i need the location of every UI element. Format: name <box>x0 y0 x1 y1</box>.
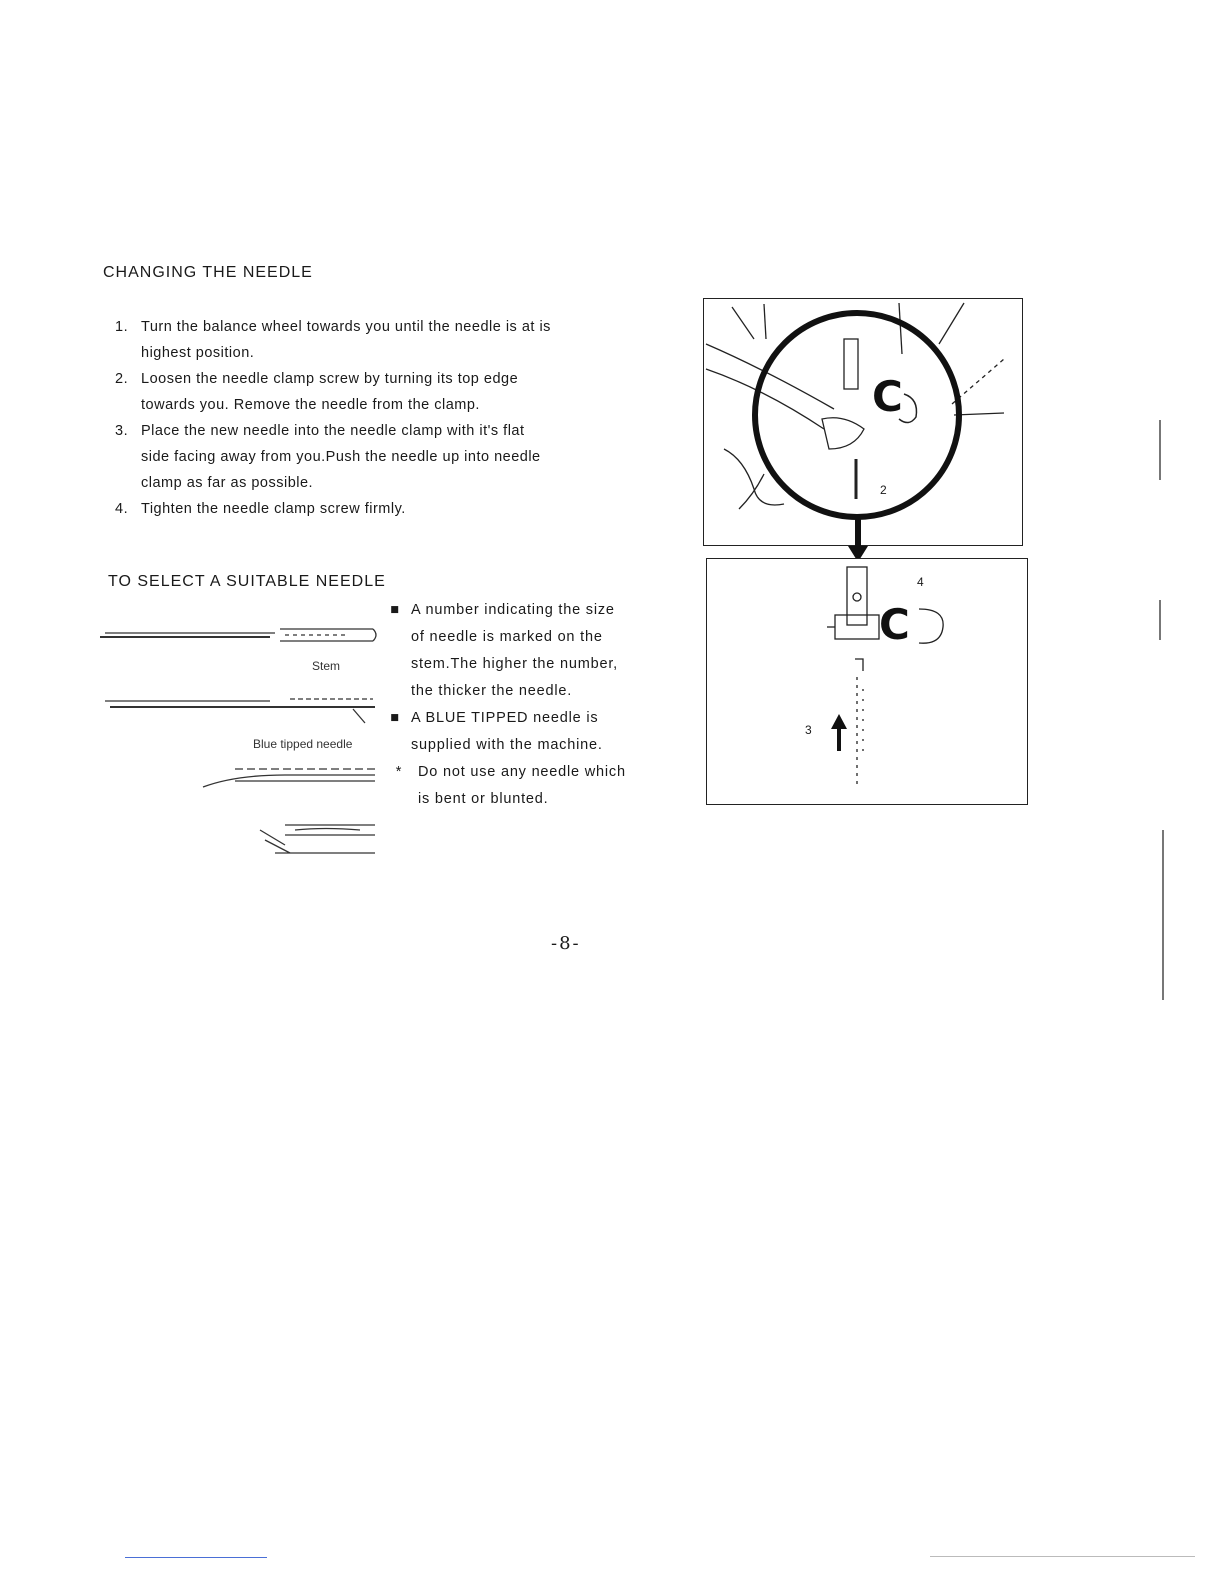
needle-drawing-2 <box>105 699 375 723</box>
step-number: 4. <box>115 501 129 517</box>
step-text-line: clamp as far as possible. <box>141 475 314 491</box>
needle-drawing-3 <box>203 769 375 787</box>
step-number: 1. <box>115 319 129 335</box>
bullet-needle-size <box>385 597 675 705</box>
step-3 <box>115 418 635 496</box>
step-number: 2. <box>115 371 129 387</box>
scan-mark <box>1162 830 1164 1000</box>
step-text-line: Turn the balance wheel towards you until the needle is at is <box>141 319 551 335</box>
section-title-select-needle: TO SELECT A SUITABLE NEEDLE <box>108 573 386 590</box>
figure-bottom-drawing <box>707 559 1027 804</box>
bullet-text-line: A number indicating the size <box>411 602 615 618</box>
bullet-text-line: stem.The higher the number, <box>411 656 618 672</box>
bullet-blue-tipped <box>385 705 675 759</box>
bullet-do-not-use <box>392 759 682 813</box>
arrow-up-icon <box>831 714 847 751</box>
step-text-line: Tighten the needle clamp screw firmly. <box>141 501 406 517</box>
bullet-text-line: the thicker the needle. <box>411 683 573 699</box>
bullet-mark: ■ <box>390 710 400 726</box>
step-2 <box>115 366 635 418</box>
bullet-text-line: Do not use any needle which <box>418 764 626 780</box>
step-text-line: side facing away from you.Push the needle up into needle <box>141 449 541 465</box>
step-number: 3. <box>115 423 129 439</box>
page-number: -8- <box>551 933 581 954</box>
bullet-text-line: A BLUE TIPPED needle is <box>411 710 599 726</box>
label-3: 3 <box>805 723 812 737</box>
step-text-line: towards you. Remove the needle from the clamp. <box>141 397 480 413</box>
figure-needle-clamp-detail <box>703 298 1023 546</box>
bullet-text-line: of needle is marked on the <box>411 629 603 645</box>
scan-mark <box>930 1556 1195 1557</box>
bullet-text-line: is bent or blunted. <box>418 791 549 807</box>
needle-drawing-1 <box>100 629 376 641</box>
figure-needle-insert <box>706 558 1028 805</box>
figure-top-drawing <box>704 299 1022 545</box>
clamp-screw-icon: C <box>879 600 910 649</box>
scan-mark <box>1159 420 1161 480</box>
section-title-changing-needle: CHANGING THE NEEDLE <box>103 264 313 281</box>
label-4: 4 <box>917 575 924 589</box>
step-text-line: Place the new needle into the needle clamp with it's flat <box>141 423 525 439</box>
step-text-line: Loosen the needle clamp screw by turning its top edge <box>141 371 519 387</box>
step-text-line: highest position. <box>141 345 255 361</box>
step-1 <box>115 314 635 366</box>
step-4 <box>115 496 635 522</box>
needle-label-stem: Stem <box>312 659 341 673</box>
bullet-text-line: supplied with the machine. <box>411 737 603 753</box>
scan-mark <box>1159 600 1161 640</box>
label-2: 2 <box>880 483 887 497</box>
needle-label-blue-tipped: Blue tipped needle <box>253 737 353 751</box>
bullet-mark: * <box>395 764 403 780</box>
scan-mark <box>125 1557 267 1558</box>
bullet-mark: ■ <box>390 602 400 618</box>
clamp-screw-icon: C <box>872 372 903 421</box>
needle-drawing-4 <box>260 825 375 853</box>
